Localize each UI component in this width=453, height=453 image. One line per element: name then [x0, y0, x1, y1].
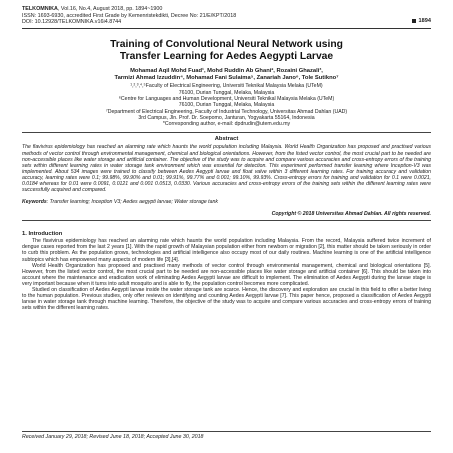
body-paragraph: Studied on classification of Aedes Aegypti larvae inside the water storage tank are scarce. Hence, the discovery and exploration are crucial in this field to offer a better living to the human population. Previous studies, only offer reviews on identifying and counting Aedes Aegypti larvae [7]. This paper hence, proposed a classification of Aedes Aegypti larvae in water storage tank through machine learning. Therefore, the objective of the study was to acquire and compare various accuracies and cross-entropy errors of training sets within the different learning rates.: [22, 286, 431, 312]
body-paragraph: The flavivirus epidemiology has reached an alarming rate which haunts the world population including Malaysia. From the record, Malaysia suffered twice increment of dengue cases reported from the last 2 years [1]. With the rapid growth of Malaysian population either from newborn or migration [2], this matter should be taken seriously in order to curb this problem. As the population grows, technologies and artificial intelligence also occupy most of our daily routines. Machine learning is one of the artificial intelligence subtopics which has empowered many aspects of modern life [3],[4].: [22, 238, 431, 263]
affiliations: [22, 83, 431, 127]
header-line-2: ISSN: 1693-6930, accredited First Grade by Kemenristekdikti, Decree No: 21/E/KPT/2018: [22, 12, 237, 19]
affiliation-line: 76100, Durian Tunggal, Melaka, Malaysia: [178, 89, 275, 96]
introduction-section: [22, 231, 431, 311]
header-rule: [22, 28, 431, 29]
authors-line-1: Mohamad Aqil Mohd Fuad¹, Mohd Ruddin Ab Ghani², Rozaini Ghazali³,: [130, 68, 323, 75]
keywords-value: : Transfer learning; Inception V3; Aedes aegypti larvae; Water storage tank: [46, 198, 218, 205]
paper-title: [22, 39, 431, 63]
header-line-1: [22, 6, 431, 13]
affiliation-line: 76100, Durian Tunggal, Melaka, Malaysia: [178, 102, 275, 109]
abstract-text: The flavivirus epidemiology has reached an alarming rate which haunts the world population including Malaysia. World Health Organization has proposed and practised various methods of vector control through environmental management, chemical and biological orientations. However, from the listed vector control, the most crucial part to be needed are non-accessible places like water storage and artificial container. The objective of the study was to acquire and compare various accuracies and cross-entropy errors of the training sets within different learning rates in water storage tank environment which was essential for detection. This experiment performed transfer learning where Inception-V3 was implemented. About 534 images were trained to classify between Aedes Aegypti larvae and float valve within 3 different learning rates. For training accuracy and validation accuracy, learning rates were 0.1; 99.98%, 99.90% and 0.01; 99.91%, 99.77% and 0.001; 99.10%, 99.93%. Cross-entropy errors for training and validation for 0.1 were 0.0021, 0.0184 whereas for 0.01 were 0.0091, 0.0121 and 0.001 0.0513, 0.0330. Various accuracies and cross-entropy errors of the training sets within the different learning rates were successfully acquired and compared.: [22, 144, 431, 193]
body-paragraph: World Health Organization has proposed and practised many methods of vector control through environmental management, chemical and biological orientations [5]. However, from the listed vector control, the most crucial part to be needed are non-accessible places like water storage and artificial container [6]. This should be taken into account where the maintenance and eradication work of eliminating Aedes Aegypti larvae are difficult to implement. The elimination of Aedes Aegypti during the larvae stage is very important because when it turns into adult mosquito and is able to fly, the population control becomes more complicated.: [22, 262, 431, 287]
copyright-notice: Copyright © 2018 Universitas Ahmad Dahlan. All rights reserved.: [271, 211, 431, 218]
introduction-heading: 1. Introduction: [22, 231, 63, 238]
abstract-box: [22, 132, 431, 221]
corresponding-author: *Corresponding author, e-mail: dpdrudin@utem.edu.my: [162, 121, 291, 128]
title-line-1: Training of Convolutional Neural Network using: [110, 38, 343, 50]
authors-line-2: Tarmizi Ahmad Izzuddin⁴, Mohamad Fani Sulaima⁵, Zanariah Jano⁶, Tole Sutikno⁷: [114, 75, 339, 82]
header-doi: DOI: 10.12928/TELKOMNIKA.v16i4.8744: [22, 19, 122, 26]
keywords-label: Keywords: [22, 198, 47, 205]
journal-name: TELKOMNIKA: [22, 6, 58, 12]
journal-volume: , Vol.16, No.4, August 2018, pp. 1894~1900: [57, 6, 163, 12]
received-dates-footer: Received January 29, 2018; Revised June 18, 2018; Accepted June 30, 2018: [22, 431, 431, 440]
square-bullet-icon: [412, 19, 416, 23]
keywords: [22, 199, 431, 205]
affiliation-line: ¹,²,³,⁴,⁵Faculty of Electrical Engineering, Universiti Teknikal Malaysia Melaka (UTeM): [130, 83, 323, 90]
title-line-2: Transfer Learning for Aedes Aegypti Larvae: [119, 50, 334, 62]
affiliation-line: 3rd Campus, Jln. Prof. Dr. Soepomo, Janturan, Yogyakarta 55164, Indonesia: [138, 114, 315, 121]
affiliation-line: ⁶Centre for Languages and Human Development, Universiti Teknikal Malaysia Melaka (UTeM): [118, 95, 335, 102]
affiliation-line: ⁷Department of Electrical Engineering, Faculty of Industrial Technology, Universitas Ahmad Dahlan (UAD): [105, 108, 348, 115]
page-number: [412, 18, 431, 25]
author-list: [22, 68, 431, 82]
journal-header: [22, 6, 431, 26]
page-number-text: 1894: [418, 18, 431, 24]
abstract-heading: Abstract: [214, 136, 239, 143]
